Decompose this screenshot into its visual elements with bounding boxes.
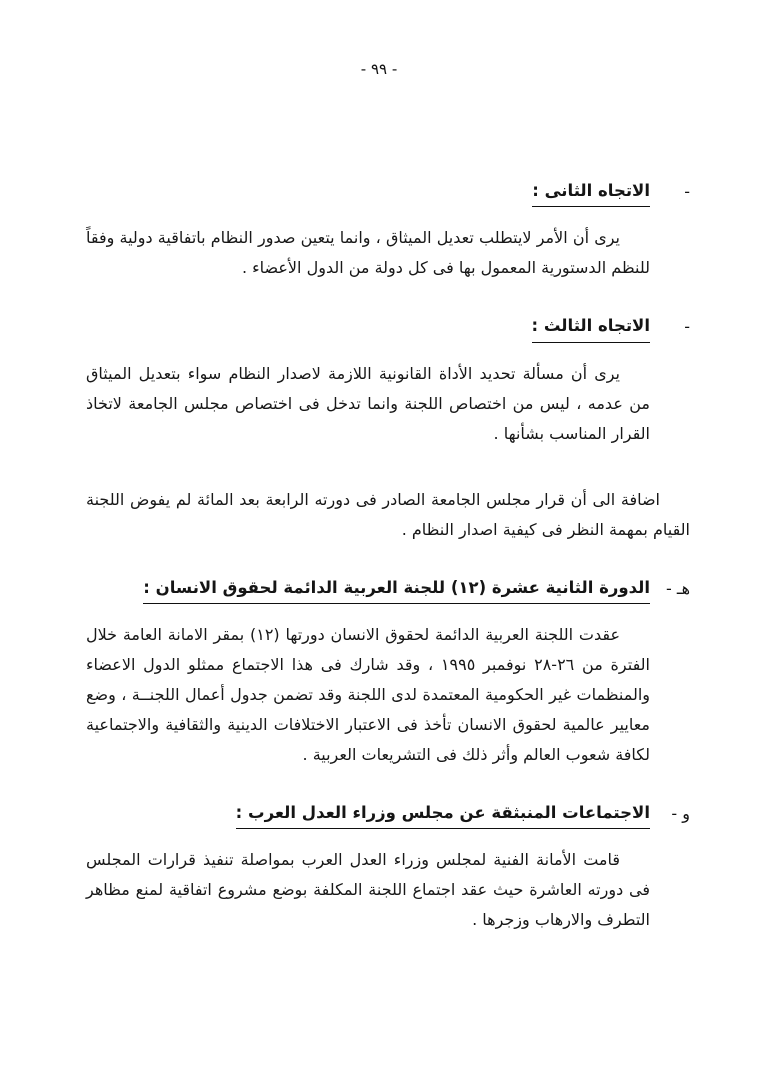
paragraph: عقدت اللجنة العربية الدائمة لحقوق الانسان دورتها (١٢) بمقر الامانة العامة خلال الفترة من ٢٦-٢٨ نوفمبر ١٩٩٥ ، وقد شارك فى هذا الاجتماع ممثلو الدول الاعضاء والمنظمات غير الحكومية المعتمدة لدى اللجنة وقد تضمن جدول أعمال اللجنــة ، وضع معايير عالمية لحقوق الانسان تأخذ فى الاعتبار الاختلافات الدينية والثقافية والاجتماعية لكافة شعوب العالم وأثر ذلك فى التشريعات العربية . (86, 624, 650, 764)
paragraph: يرى أن الأمر لايتطلب تعديل الميثاق ، وانما يتعين صدور النظام باتفاقية دولية وفقاً للنظم الدستورية المعمول بها فى كل دولة من الدول الأعضاء . (86, 228, 650, 278)
section-marker: - (684, 182, 690, 201)
section-heading (86, 180, 650, 207)
paragraph-note: اضافة الى أن قرار مجلس الجامعة الصادر فى دورته الرابعة بعد المائة لم يفوض اللجنة القيام بمهمة النظر فى كيفية اصدار النظام . (86, 489, 690, 539)
section-heading-text: الاتجاه الثانى : (532, 180, 650, 207)
section-justice-ministers-meetings (86, 802, 690, 935)
section-heading (86, 315, 650, 342)
section-heading (86, 802, 650, 829)
section-heading-text: الاجتماعات المنبثقة عن مجلس وزراء العدل العرب : (236, 802, 650, 829)
section-body (86, 180, 650, 283)
section-marker: و - (671, 803, 690, 823)
section-body (86, 802, 650, 935)
section-marker: - (684, 317, 690, 337)
section-body (86, 315, 690, 544)
paragraph: قامت الأمانة الفنية لمجلس وزراء العدل العرب بمواصلة تنفيذ قرارات المجلس فى دورته العاشرة حيث عقد اجتماع اللجنة المكلفة بوضع مشروع اتفاقية لمنع مظاهر التطرف والارهاب وزجرها . (86, 850, 650, 930)
document-content (86, 180, 690, 935)
section-heading (86, 577, 650, 604)
section-heading-text: الدورة الثانية عشرة (١٢) للجنة العربية الدائمة لحقوق الانسان : (143, 577, 650, 604)
section-body (86, 577, 650, 770)
paragraph: يرى أن مسألة تحديد الأداة القانونية اللازمة لاصدار النظام سواء بتعديل الميثاق من عدمه ، ليس من اختصاص اللجنة وانما تدخل فى اختصاص مجلس الجامعة لاتخاذ القرار المناسب بشأنها . (86, 363, 650, 443)
section-twelfth-session (86, 577, 690, 770)
section-direction-second (86, 180, 690, 283)
section-marker: هـ - (666, 578, 690, 598)
page-number: - ٩٩ - (360, 60, 398, 78)
section-heading-text: الاتجاه الثالث : (532, 315, 651, 342)
section-direction-third (86, 315, 690, 544)
